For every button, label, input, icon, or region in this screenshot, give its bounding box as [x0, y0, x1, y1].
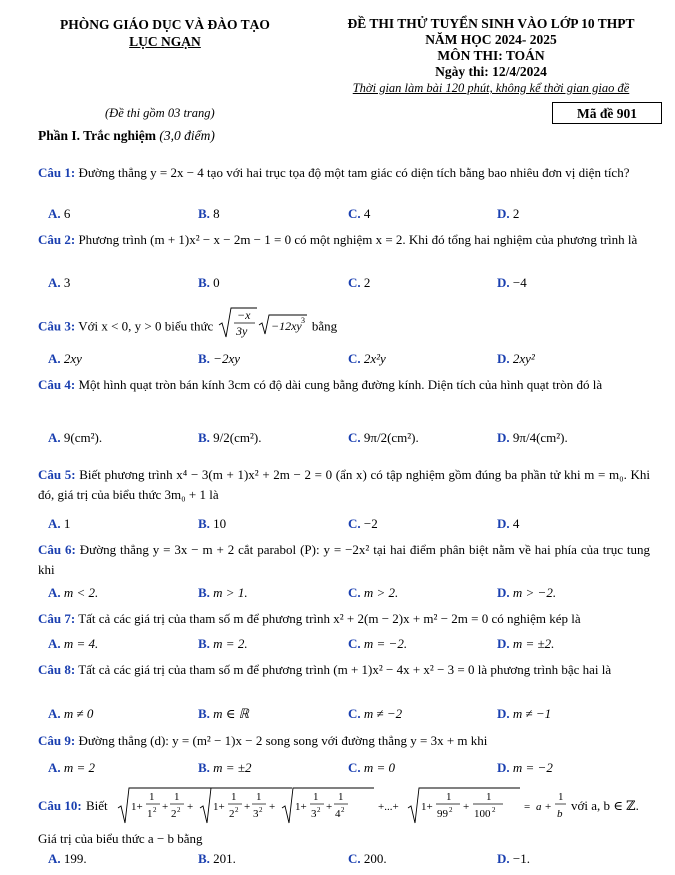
svg-text:1: 1: [313, 791, 319, 803]
svg-text:1: 1: [558, 791, 564, 803]
svg-text:1+: 1+: [295, 801, 307, 813]
svg-text:+: +: [269, 801, 276, 813]
radical-expression: [217, 306, 309, 349]
question-2: [38, 230, 650, 250]
question-text: Đường thẳng (d): y = (m² − 1)x − 2 song song với đường thẳng y = 3x + m khi: [78, 733, 488, 748]
svg-text:1: 1: [149, 791, 155, 803]
question-label: Câu 7:: [38, 611, 76, 626]
question-5-options: [48, 516, 648, 536]
option-c[interactable]: C. m ≠ −2: [348, 706, 403, 721]
svg-text:−12xy: −12xy: [270, 319, 302, 333]
question-10: [38, 786, 650, 826]
question-text-line2: Giá trị của biểu thức a − b bằng: [38, 831, 203, 846]
question-text: Tất cả các giá trị của tham số m để phương trình x² + 2(m − 2)x + m² − 2m = 0 có nghiệm kép là: [78, 611, 581, 626]
svg-text:4: 4: [335, 808, 341, 820]
svg-text:+...+: +...+: [378, 801, 399, 813]
option-d[interactable]: D. m = −2: [497, 760, 553, 775]
option-a[interactable]: A. m ≠ 0: [48, 706, 94, 721]
question-label: Câu 4:: [38, 377, 76, 392]
option-b[interactable]: B. m = ±2: [198, 760, 252, 775]
option-d[interactable]: D. m = ±2.: [497, 636, 555, 651]
question-10-line2: [38, 829, 650, 849]
option-b[interactable]: B. 0: [198, 275, 220, 290]
svg-text:3: 3: [311, 808, 317, 820]
svg-text:+: +: [244, 801, 251, 813]
option-b[interactable]: B. m > 1.: [198, 585, 248, 600]
option-b[interactable]: B. m ∈ ℝ: [198, 706, 249, 721]
option-c[interactable]: C. m = −2.: [348, 636, 408, 651]
question-text: Một hình quạt tròn bán kính 3cm có độ dài cung bằng đường kính. Diện tích của hình quạt tròn đó là: [78, 377, 603, 392]
question-2-options: [48, 275, 648, 295]
svg-text:99: 99: [437, 808, 448, 820]
option-b[interactable]: B. 9/2(cm²).: [198, 430, 262, 445]
option-a[interactable]: A. m = 4.: [48, 636, 99, 651]
subject: MÔN THI: TOÁN: [437, 48, 545, 63]
option-d[interactable]: D. 2xy²: [497, 351, 535, 366]
header-organization: [40, 16, 290, 50]
option-b[interactable]: B. 8: [198, 206, 220, 221]
radical-expression-svg: [217, 306, 309, 340]
section-title: [38, 128, 215, 144]
org-line-2: LỤC NGẠN: [129, 34, 201, 49]
svg-text:1+: 1+: [131, 801, 143, 813]
school-year: NĂM HỌC 2024- 2025: [425, 32, 557, 47]
question-1-options: [48, 206, 648, 226]
option-c[interactable]: C. 2x²y: [348, 351, 386, 366]
svg-text:1: 1: [174, 791, 180, 803]
svg-text:+: +: [326, 801, 333, 813]
question-1: [38, 163, 650, 183]
pages-note: (Đề thi gồm 03 trang): [105, 106, 215, 120]
option-b[interactable]: B. 201.: [198, 851, 236, 866]
svg-text:2: 2: [177, 806, 181, 814]
svg-text:2: 2: [229, 808, 235, 820]
svg-text:3: 3: [253, 808, 259, 820]
option-c[interactable]: C. 4: [348, 206, 371, 221]
svg-text:1: 1: [147, 808, 153, 820]
question-3-options: [48, 351, 648, 371]
option-b[interactable]: B. m = 2.: [198, 636, 248, 651]
option-a[interactable]: A. m = 2: [48, 760, 96, 775]
option-c[interactable]: C. 2: [348, 275, 371, 290]
option-c[interactable]: C. 9π/2(cm²).: [348, 430, 419, 445]
question-text: Biết phương trình x⁴ − 3(m + 1)x² + 2m − 2 = 0 (ẩn x) có tập nghiệm gồm đúng ba phần tử khi m = m₀. Khi đó, giá trị của biểu thức 3m₀ + 1 là: [38, 467, 650, 502]
question-label: Câu 10:: [38, 798, 82, 813]
option-d[interactable]: D. −1.: [497, 851, 530, 866]
svg-text:+: +: [162, 801, 169, 813]
svg-text:+: +: [545, 801, 552, 813]
option-c[interactable]: C. 200.: [348, 851, 387, 866]
question-9-options: [48, 760, 648, 780]
question-text: Phương trình (m + 1)x² − x − 2m − 1 = 0 có một nghiệm x = 2. Khi đó tổng hai nghiệm của phương trình là: [78, 232, 638, 247]
svg-text:2: 2: [171, 808, 177, 820]
svg-text:2: 2: [492, 806, 496, 814]
exam-code-box: Mã đề 901: [552, 102, 662, 124]
question-text-before: Biết: [86, 798, 108, 813]
svg-text:1: 1: [231, 791, 237, 803]
exam-date: Ngày thi: 12/4/2024: [435, 64, 547, 79]
svg-text:=: =: [524, 801, 531, 813]
svg-text:2: 2: [235, 806, 239, 814]
option-d[interactable]: D. m > −2.: [497, 585, 557, 600]
question-6: [38, 540, 650, 580]
option-b[interactable]: B. −2xy: [198, 351, 240, 366]
question-text-after: với a, b ∈ ℤ.: [571, 798, 639, 813]
question-label: Câu 5:: [38, 467, 76, 482]
svg-text:+: +: [187, 801, 194, 813]
question-7: [38, 609, 650, 629]
section-points: (3,0 điểm): [159, 128, 215, 143]
option-c[interactable]: C. m = 0: [348, 760, 396, 775]
svg-text:3y: 3y: [235, 324, 247, 338]
option-a[interactable]: A. 199.: [48, 851, 87, 866]
svg-text:1: 1: [446, 791, 452, 803]
question-9: [38, 731, 650, 751]
svg-text:2: 2: [317, 806, 321, 814]
svg-text:−x: −x: [236, 308, 251, 322]
question-10-options: [48, 851, 648, 871]
svg-text:2: 2: [153, 806, 157, 814]
option-c[interactable]: C. m > 2.: [348, 585, 399, 600]
question-label: Câu 1:: [38, 165, 76, 180]
question-6-options: [48, 585, 648, 605]
question-7-options: [48, 636, 648, 656]
question-text: Đường thẳng y = 2x − 4 tạo với hai trục tọa độ một tam giác có diện tích bằng bao nhiêu đơn vị diện tích?: [78, 165, 630, 180]
svg-text:1+: 1+: [421, 801, 433, 813]
question-text-before: Với x < 0, y > 0 biểu thức: [78, 318, 214, 334]
svg-text:3: 3: [300, 316, 305, 325]
question-8: [38, 660, 650, 680]
exam-title: ĐỀ THI THỬ TUYỂN SINH VÀO LỚP 10 THPT: [347, 16, 635, 31]
svg-text:1: 1: [256, 791, 262, 803]
svg-text:b: b: [557, 808, 563, 820]
svg-text:100: 100: [474, 808, 491, 820]
option-d[interactable]: D. m ≠ −1: [497, 706, 552, 721]
question-label: Câu 8:: [38, 662, 76, 677]
section-name: Phần I. Trắc nghiệm: [38, 128, 157, 143]
svg-text:+: +: [463, 801, 470, 813]
question-5: [38, 465, 650, 505]
svg-text:2: 2: [259, 806, 263, 814]
option-a[interactable]: A. 6: [48, 206, 71, 221]
option-d[interactable]: D. 4: [497, 516, 520, 531]
option-b[interactable]: B. 10: [198, 516, 227, 531]
option-d[interactable]: D. 2: [497, 206, 520, 221]
svg-text:1: 1: [486, 791, 492, 803]
option-a[interactable]: A. 1: [48, 516, 71, 531]
option-a[interactable]: A. 2xy: [48, 351, 82, 366]
svg-text:2: 2: [449, 806, 453, 814]
svg-text:1: 1: [338, 791, 344, 803]
svg-text:a: a: [536, 801, 542, 813]
option-a[interactable]: A. 3: [48, 275, 71, 290]
option-c[interactable]: C. −2: [348, 516, 378, 531]
svg-text:2: 2: [341, 806, 345, 814]
question-4: [38, 375, 650, 395]
question-label: Câu 9:: [38, 733, 76, 748]
header-exam-info: [322, 16, 660, 96]
option-a[interactable]: A. 9(cm²).: [48, 430, 103, 445]
question-3: [38, 306, 650, 349]
nested-radical-sum: [116, 786, 606, 826]
org-line-1: PHÒNG GIÁO DỤC VÀ ĐÀO TẠO: [60, 17, 270, 32]
question-text: Đường thẳng y = 3x − m + 2 cắt parabol (P): y = −2x² tại hai điểm phân biệt nằm về hai phía của trục tung khi: [38, 542, 651, 577]
time-note: Thời gian làm bài 120 phút, không kể thời gian giao đề: [352, 81, 630, 95]
question-8-options: [48, 706, 648, 726]
svg-text:1+: 1+: [213, 801, 225, 813]
question-label: Câu 2:: [38, 232, 76, 247]
question-label: Câu 6:: [38, 542, 76, 557]
option-a[interactable]: A. m < 2.: [48, 585, 99, 600]
option-d[interactable]: D. 9π/4(cm²).: [497, 430, 568, 445]
question-text-after: bằng: [311, 318, 338, 334]
question-text: Tất cả các giá trị của tham số m để phương trình (m + 1)x² − 4x + x² − 3 = 0 là phương trình bậc hai là: [78, 662, 612, 677]
question-4-options: [48, 430, 648, 450]
question-label: Câu 3:: [38, 318, 76, 334]
option-d[interactable]: D. −4: [497, 275, 527, 290]
